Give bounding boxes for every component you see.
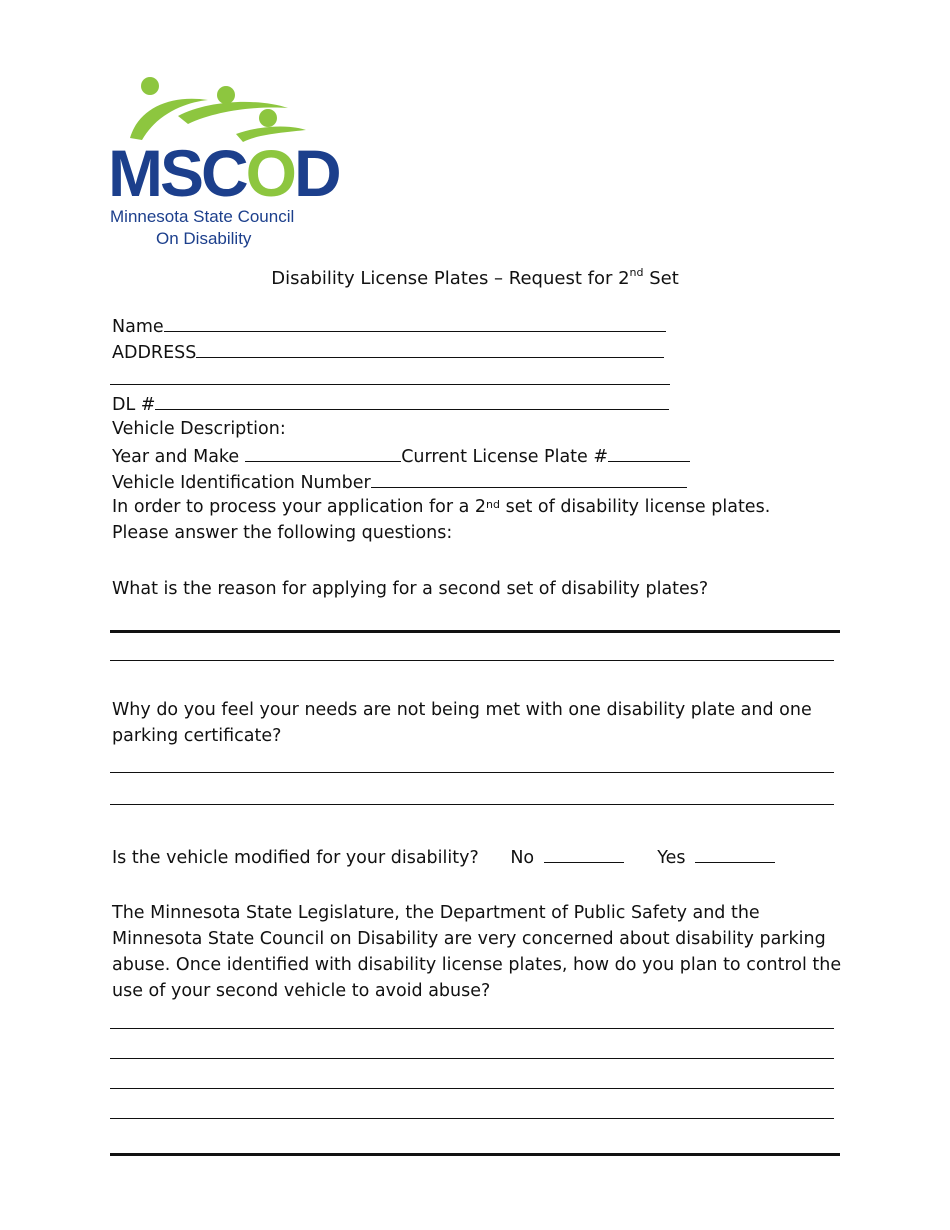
- no-checkbox-line[interactable]: [544, 845, 624, 863]
- answer-2-line-2[interactable]: [110, 804, 834, 805]
- vin-input[interactable]: [371, 470, 687, 488]
- dl-input[interactable]: [155, 392, 669, 410]
- answer-1-line-1[interactable]: [110, 630, 840, 633]
- question-1: What is the reason for applying for a second set of disability plates?: [112, 579, 709, 599]
- logo-subtitle-line2: On Disability: [156, 229, 252, 248]
- vin-field[interactable]: Vehicle Identification Number: [112, 470, 687, 494]
- current-plate-input[interactable]: [608, 444, 690, 462]
- answer-4-line-1[interactable]: [110, 1028, 834, 1029]
- answer-1-line-2[interactable]: [110, 660, 834, 661]
- intro-line-2: Please answer the following questions:: [112, 523, 453, 543]
- name-field[interactable]: Name: [112, 314, 666, 338]
- page-title: Disability License Plates – Request for 2nd Set: [271, 266, 679, 289]
- answer-2-line-1[interactable]: [110, 772, 834, 773]
- question-3-row: Is the vehicle modified for your disability? No Yes: [112, 845, 775, 869]
- question-4-line-2: Minnesota State Council on Disability are very concerned about disability parking: [112, 929, 826, 949]
- yes-checkbox-line[interactable]: [695, 845, 775, 863]
- address-line-2[interactable]: [110, 384, 670, 385]
- answer-4-line-5[interactable]: [110, 1153, 840, 1156]
- dl-field[interactable]: DL #: [112, 392, 669, 416]
- logo-wordmark: MSCOD: [108, 136, 339, 210]
- year-make-row[interactable]: Year and Make Current License Plate #: [112, 444, 690, 468]
- answer-4-line-4[interactable]: [110, 1118, 834, 1119]
- mscod-logo: [108, 72, 348, 252]
- question-2-line-1: Why do you feel your needs are not being met with one disability plate and one: [112, 700, 812, 720]
- question-4-line-3: abuse. Once identified with disability license plates, how do you plan to control the: [112, 955, 842, 975]
- question-4-line-4: use of your second vehicle to avoid abuse?: [112, 981, 491, 1001]
- address-field[interactable]: ADDRESS: [112, 340, 664, 364]
- intro-line-1: In order to process your application for a 2nd set of disability license plates.: [112, 497, 771, 517]
- address-input[interactable]: [196, 340, 664, 358]
- logo-subtitle-line1: Minnesota State Council: [110, 207, 295, 226]
- year-make-input[interactable]: [245, 444, 401, 462]
- people-figures-icon: [108, 72, 348, 142]
- question-2-line-2: parking certificate?: [112, 726, 282, 746]
- name-input[interactable]: [164, 314, 666, 332]
- vehicle-description-label: Vehicle Description:: [112, 419, 286, 439]
- answer-4-line-2[interactable]: [110, 1058, 834, 1059]
- answer-4-line-3[interactable]: [110, 1088, 834, 1089]
- question-4-line-1: The Minnesota State Legislature, the Department of Public Safety and the: [112, 903, 760, 923]
